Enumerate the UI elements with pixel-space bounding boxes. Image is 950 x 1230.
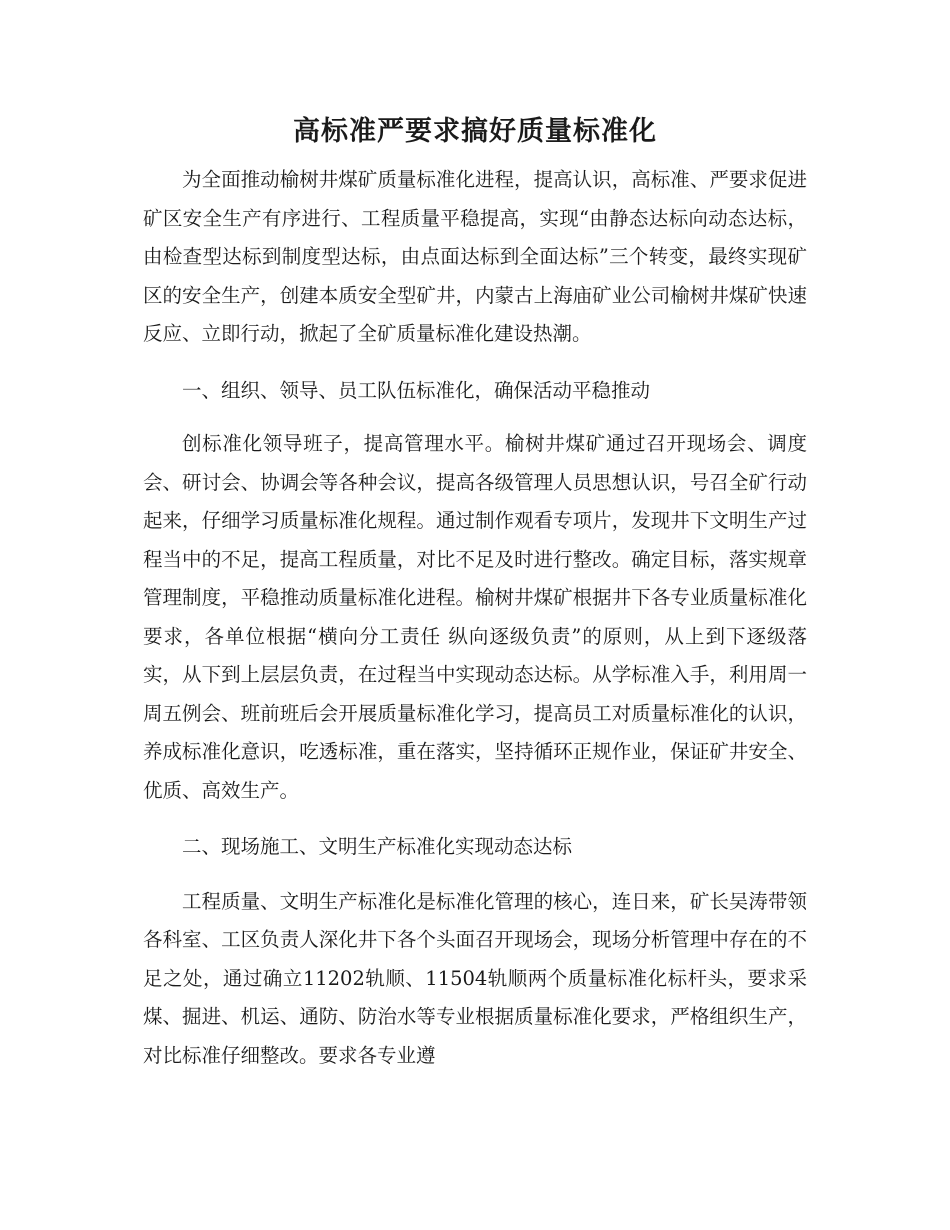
document-page [143,112,807,1075]
intro-paragraph: 为全面推动榆树井煤矿质量标准化进程，提高认识，高标准、严要求促进矿区安全生产有序进行、工程质量平稳提高，实现“由静态达标向动态达标，由检查型达标到制度型达标，由点面达标到全面达标”三个转变，最终实现矿区的安全生产，创建本质安全型矿井，内蒙古上海庙矿业公司榆树井煤矿快速反应、立即行动，掀起了全矿质量标准化建设热潮。 [143,168,807,345]
section-heading-2: 二、现场施工、文明生产标准化实现动态达标 [182,835,573,858]
document-title: 高标准严要求搞好质量标准化 [293,116,657,147]
section-heading-1: 一、组织、领导、员工队伍标准化，确保活动平稳推动 [182,378,651,402]
section-2-paragraph: 工程质量、文明生产标准化是标准化管理的核心，连日来，矿长吴涛带领各科室、工区负责人深化井下各个头面召开现场会，现场分析管理中存在的不足之处，通过确立11202轨顺、11504轨顺两个质量标准化标杆头，要求采煤、掘进、机运、通防、防治水等专业根据质量标准化要求，严格组织生产，对比标准仔细整改。要求各专业遵 [143,889,807,1067]
section-1-paragraph: 创标准化领导班子，提高管理水平。榆树井煤矿通过召开现场会、调度会、研讨会、协调会等各种会议，提高各级管理人员思想认识，号召全矿行动起来，仔细学习质量标准化规程。通过制作观看专项片，发现井下文明生产过程当中的不足，提高工程质量，对比不足及时进行整改。确定目标，落实规章管理制度，平稳推动质量标准化进程。榆树井煤矿根据井下各专业质量标准化要求，各单位根据“横向分工责任 纵向逐级负责”的原则，从上到下逐级落实，从下到上层层负责，在过程当中实现动态达标。从学标准入手，利用周一周五例会、班前班后会开展质量标准化学习，提高员工对质量标准化的认识，养成标准化意识，吃透标准，重在落实，坚持循环正规作业，保证矿井安全、优质、高效生产。 [143,432,807,802]
